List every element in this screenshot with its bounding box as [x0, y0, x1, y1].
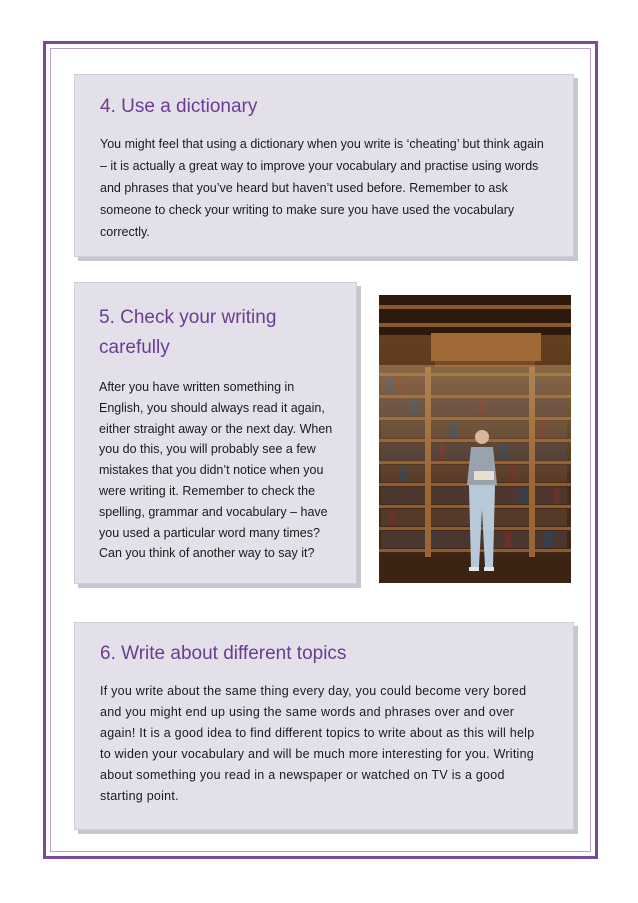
tip-heading: 6. Write about different topics [100, 643, 347, 664]
library-photo [379, 295, 571, 583]
library-image [379, 295, 571, 583]
tip-heading: 4. Use a dictionary [100, 96, 258, 117]
tip-body: You might feel that using a dictionary when you write is ‘cheating’ but think again – it is actually a great way to improve your vocabulary and practise using words and phrases that you’ve heard but haven’t used before. Remember to ask someone to check your writing to make sure you have used the vocabulary correctly. [100, 137, 544, 239]
tip-box-check-writing [74, 282, 357, 584]
tip-box-different-topics [74, 622, 574, 830]
tip-body: After you have written something in English, you should always read it again, either straight away or the next day. When you do this, you will probably see a few mistakes that you didn’t notice when you were writing it. Remember to check the spelling, grammar and vocabulary – have you used a particular word many times? Can you think of another way to say it? [99, 380, 333, 561]
tip-body: If you write about the same thing every day, you could become very bored and you might end up using the same words and phrases over and over again! It is a good idea to find different topics to write about as this will help to widen your vocabulary and will be much more interesting for you. Writing about something you read in a newspaper or watched on TV is a good starting point. [100, 684, 535, 803]
tip-heading: 5. Check your writing carefully [99, 307, 277, 358]
tip-box-dictionary [74, 74, 574, 257]
